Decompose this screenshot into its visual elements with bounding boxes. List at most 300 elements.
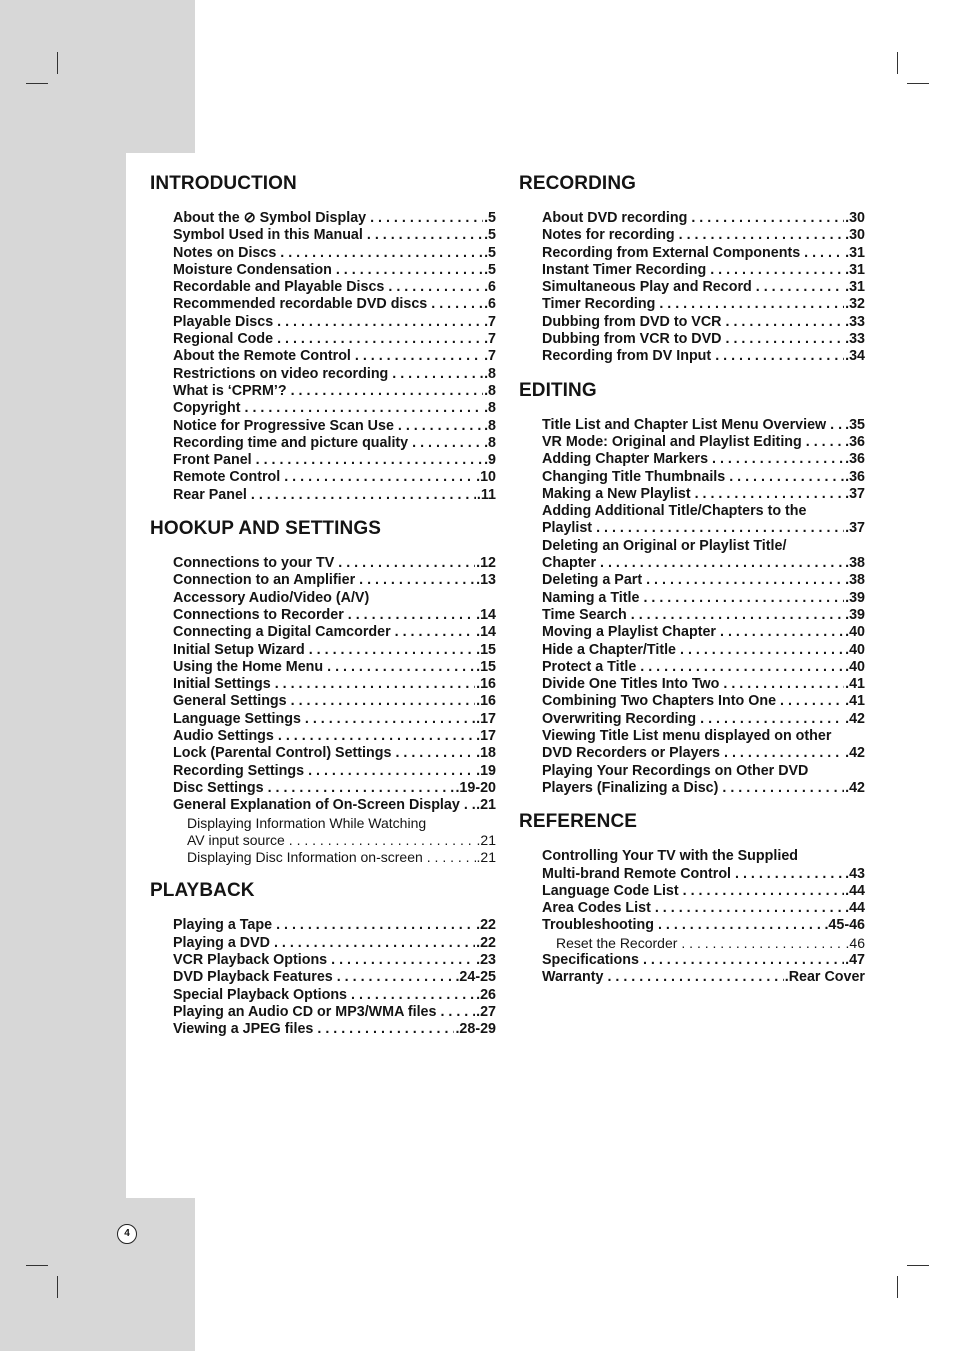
toc-entry-title: Lock (Parental Control) Settings [173, 745, 392, 762]
dot-leader [643, 952, 844, 969]
toc-entry-page: .11 [476, 486, 496, 503]
toc-entry[interactable] [173, 469, 496, 486]
toc-entry[interactable] [542, 659, 865, 676]
toc-entry-title: Restrictions on video recording [173, 365, 389, 382]
toc-entry-title: Deleting an Original or Playlist Title/ [542, 537, 787, 554]
toc-entry[interactable] [542, 434, 865, 451]
toc-entry-page: .41 [845, 676, 865, 693]
toc-entry-title: Area Codes List [542, 900, 651, 917]
toc-entry-list [173, 210, 496, 504]
section-heading: RECORDING [519, 173, 637, 194]
toc-entry-page: .21 [476, 831, 496, 848]
toc-entry-page: .8 [484, 434, 496, 451]
toc-entry-title: Notes on Discs [173, 244, 277, 261]
toc-entry-title: Recording Settings [173, 762, 305, 779]
toc-entry-title: Connections to Recorder [173, 606, 344, 623]
margin-gray-band-bottom [0, 1198, 195, 1351]
toc-section-reference [519, 810, 865, 986]
toc-entry[interactable] [173, 659, 496, 676]
toc-entry-page: .15 [476, 641, 496, 658]
toc-entry[interactable] [187, 849, 496, 866]
toc-entry-title: Warranty [542, 969, 604, 986]
toc-entry-page: .16 [476, 676, 496, 693]
toc-entry[interactable] [173, 435, 496, 452]
toc-entry-page: .21 [476, 849, 496, 866]
toc-entry[interactable] [173, 314, 496, 331]
toc-entry[interactable] [542, 279, 865, 296]
toc-entry-list [542, 210, 865, 366]
toc-entry-title: Reset the Recorder [556, 934, 678, 951]
toc-entry-page: .44 [845, 900, 865, 917]
dot-leader [659, 296, 844, 313]
toc-entry-page: .24-25 [455, 969, 496, 986]
toc-entry-title: Playing an Audio CD or MP3/WMA files [173, 1003, 437, 1020]
toc-entry-title: Displaying Disc Information on-screen [187, 849, 423, 866]
toc-entry[interactable] [542, 451, 865, 468]
dot-leader [658, 917, 823, 934]
dot-leader [276, 917, 475, 934]
dot-leader [440, 1004, 475, 1021]
toc-entry-page: .7 [484, 348, 496, 365]
toc-entry-title: Hide a Chapter/Title [542, 641, 676, 658]
dot-leader [395, 745, 475, 762]
toc-entry-page: .8 [484, 400, 496, 417]
toc-entry-page: .42 [845, 779, 865, 796]
toc-entry-title: Recording from DV Input [542, 348, 712, 365]
dot-leader [268, 780, 455, 797]
dot-leader [756, 279, 844, 296]
toc-entry-title: Simultaneous Play and Record [542, 279, 752, 296]
toc-entry-title: DVD Recorders or Players [542, 745, 720, 762]
toc-entry[interactable] [173, 607, 496, 624]
toc-entry-page: .9 [484, 452, 496, 469]
section-heading: HOOKUP AND SETTINGS [150, 518, 381, 540]
toc-entry-list [542, 848, 865, 986]
toc-entry-page: .23 [476, 951, 496, 968]
toc-entry[interactable] [542, 296, 865, 313]
dot-leader [427, 849, 476, 866]
toc-section-introduction [150, 172, 496, 504]
toc-entry-title: Players (Finalizing a Disc) [542, 779, 719, 796]
toc-entry-title: Playing a Tape [173, 917, 273, 934]
toc-entry-title: AV input source [187, 831, 285, 848]
toc-entry-title: Timer Recording [542, 296, 656, 313]
toc-entry[interactable] [542, 883, 865, 900]
toc-entry[interactable] [173, 711, 496, 728]
toc-entry-page: .8 [484, 365, 496, 382]
toc-entry[interactable] [542, 900, 865, 917]
toc-entry-page: .17 [476, 728, 496, 745]
toc-entry[interactable] [542, 486, 865, 503]
toc-entry[interactable] [173, 590, 496, 607]
toc-entry-title: Changing Title Thumbnails [542, 468, 726, 485]
toc-entry[interactable] [173, 400, 496, 417]
dot-leader [291, 383, 483, 400]
toc-entry-page: .26 [476, 986, 496, 1003]
dot-leader [308, 763, 475, 780]
toc-entry[interactable] [542, 624, 865, 641]
toc-entry-title: Disc Settings [173, 779, 264, 796]
toc-entry-title: Using the Home Menu [173, 658, 324, 675]
dot-leader [355, 348, 483, 365]
dot-leader [431, 296, 483, 313]
toc-entry-title: Playable Discs [173, 313, 274, 330]
toc-entry[interactable] [173, 624, 496, 641]
toc-entry[interactable] [173, 331, 496, 348]
toc-entry-title: Moving a Playlist Chapter [542, 624, 716, 641]
dot-leader [722, 780, 844, 797]
toc-entry[interactable] [542, 538, 865, 555]
toc-entry[interactable] [173, 1021, 496, 1038]
dot-leader [600, 555, 844, 572]
toc-entry-title: Multi-brand Remote Control [542, 865, 732, 882]
dot-leader [317, 1021, 454, 1038]
toc-entry-page: .12 [476, 555, 496, 572]
dot-leader [370, 210, 483, 227]
toc-entry-title: Remote Control [173, 469, 281, 486]
toc-entry-title: Specifications [542, 951, 639, 968]
toc-entry-title: Connecting a Digital Camcorder [173, 624, 391, 641]
toc-entry-title: Instant Timer Recording [542, 261, 707, 278]
toc-entry-title: Dubbing from DVD to VCR [542, 313, 722, 330]
dot-leader [700, 711, 844, 728]
toc-entry-page: .17 [476, 710, 496, 727]
toc-entry[interactable] [542, 417, 865, 434]
toc-entry-page: .37 [845, 520, 865, 537]
toc-entry-title: Displaying Information While Watching [187, 814, 427, 831]
section-heading: EDITING [519, 379, 597, 401]
dot-leader [392, 366, 483, 383]
toc-entry[interactable] [173, 780, 496, 797]
toc-entry-title: Recording from External Components [542, 244, 801, 261]
crop-mark [57, 1276, 58, 1298]
dot-leader [726, 331, 845, 348]
toc-entry[interactable] [542, 245, 865, 262]
section-heading: INTRODUCTION [150, 173, 297, 194]
toc-entry[interactable] [542, 555, 865, 572]
dot-leader [291, 693, 476, 710]
toc-entry-page: .31 [845, 279, 865, 296]
toc-entry[interactable] [542, 917, 865, 934]
toc-entry-title: Playing a DVD [173, 934, 270, 951]
toc-entry-page: .42 [845, 745, 865, 762]
dot-leader [640, 659, 844, 676]
toc-entry[interactable] [542, 676, 865, 693]
dot-leader [327, 659, 475, 676]
toc-section-editing [519, 379, 865, 798]
toc-entry[interactable] [542, 572, 865, 589]
toc-entry[interactable] [173, 296, 496, 313]
toc-entry[interactable] [173, 452, 496, 469]
dot-leader [331, 952, 475, 969]
toc-entry-list [173, 555, 496, 866]
dot-leader [735, 866, 844, 883]
toc-entry[interactable] [173, 245, 496, 262]
toc-entry[interactable] [542, 607, 865, 624]
toc-entry[interactable] [542, 866, 865, 883]
toc-entry[interactable] [173, 797, 496, 814]
toc-entry[interactable] [173, 763, 496, 780]
toc-entry-title: DVD Playback Features [173, 969, 333, 986]
toc-entry-title: Naming a Title [542, 589, 640, 606]
toc-entry[interactable] [542, 262, 865, 279]
section-heading: PLAYBACK [150, 880, 255, 902]
toc-entry-page: .31 [845, 244, 865, 261]
dot-leader [388, 279, 483, 296]
toc-entry[interactable] [173, 262, 496, 279]
toc-entry-page: .18 [476, 745, 496, 762]
toc-entry-title: Initial Settings [173, 676, 271, 693]
toc-entry[interactable] [173, 348, 496, 365]
dot-leader [596, 520, 844, 537]
toc-entry[interactable] [542, 780, 865, 797]
toc-entry-page: .38 [845, 555, 865, 572]
toc-entry[interactable] [173, 227, 496, 244]
dot-leader [351, 987, 475, 1004]
toc-entry-title: Front Panel [173, 452, 252, 469]
dot-leader [729, 469, 844, 486]
dot-leader [336, 262, 483, 279]
crop-mark [26, 83, 48, 84]
toc-entry[interactable] [173, 555, 496, 572]
toc-entry-page: .41 [845, 693, 865, 710]
toc-entry[interactable] [542, 711, 865, 728]
toc-entry-page: .32 [845, 296, 865, 313]
toc-entry[interactable] [542, 503, 865, 520]
toc-entry[interactable] [173, 279, 496, 296]
toc-entry-title: Combining Two Chapters Into One [542, 693, 777, 710]
toc-entry-title: Accessory Audio/Video (A/V) [173, 589, 370, 606]
toc-entry-page: .6 [484, 296, 496, 313]
toc-entry[interactable] [542, 520, 865, 537]
dot-leader [337, 969, 455, 986]
toc-entry[interactable] [542, 314, 865, 331]
toc-entry-page: .10 [476, 469, 496, 486]
toc-entry-title: VR Mode: Original and Playlist Editing [542, 433, 802, 450]
toc-entry-page: .39 [845, 606, 865, 623]
toc-entry[interactable] [542, 848, 865, 865]
dot-leader [646, 572, 844, 589]
toc-entry[interactable] [173, 952, 496, 969]
toc-entry-list [173, 917, 496, 1038]
toc-entry-title: Connection to an Amplifier [173, 572, 356, 589]
crop-mark [897, 52, 898, 74]
dot-leader [715, 348, 844, 365]
toc-entry-title: Regional Code [173, 331, 274, 348]
dot-leader [305, 711, 475, 728]
toc-entry[interactable] [173, 935, 496, 952]
toc-entry-page: .14 [476, 624, 496, 641]
toc-entry-title: General Explanation of On-Screen Display [173, 797, 460, 814]
toc-entry[interactable] [542, 763, 865, 780]
dot-leader [691, 210, 844, 227]
dot-leader [412, 435, 483, 452]
dot-leader [245, 400, 484, 417]
toc-entry-title: Viewing Title List menu displayed on other [542, 728, 832, 745]
toc-entry-title: Playing Your Recordings on Other DVD [542, 762, 809, 779]
dot-leader [726, 314, 845, 331]
toc-entry-page: .14 [476, 606, 496, 623]
toc-entry[interactable] [173, 383, 496, 400]
toc-entry-page: .40 [845, 624, 865, 641]
dot-leader [280, 245, 483, 262]
toc-entry-title: Special Playback Options [173, 986, 348, 1003]
toc-entry[interactable] [542, 331, 865, 348]
toc-entry-title: Notes for recording [542, 227, 675, 244]
dot-leader [724, 745, 844, 762]
toc-entry[interactable] [542, 227, 865, 244]
toc-entry-title: Notice for Progressive Scan Use [173, 417, 394, 434]
toc-entry-title: General Settings [173, 693, 287, 710]
toc-entry-page: .40 [845, 658, 865, 675]
toc-entry[interactable] [542, 952, 865, 969]
toc-entry-title: Protect a Title [542, 658, 637, 675]
dot-leader [395, 624, 475, 641]
toc-entry-title: Time Search [542, 606, 627, 623]
dot-leader [780, 693, 844, 710]
toc-entry-title: Audio Settings [173, 728, 274, 745]
toc-entry-title: About DVD recording [542, 210, 688, 226]
toc-entry-page: .37 [845, 485, 865, 502]
toc-entry[interactable] [173, 418, 496, 435]
toc-entry-title: Overwriting Recording [542, 710, 697, 727]
toc-entry-page: .5 [484, 261, 496, 278]
crop-mark [907, 83, 929, 84]
toc-entry-page: .27 [476, 1003, 496, 1020]
toc-entry[interactable] [173, 693, 496, 710]
toc-entry-page: .31 [845, 261, 865, 278]
dot-leader [398, 418, 483, 435]
toc-entry[interactable] [187, 815, 496, 832]
toc-entry[interactable] [173, 969, 496, 986]
dot-leader [277, 331, 483, 348]
toc-entry-page: .30 [845, 227, 865, 244]
toc-entry-page: .15 [476, 658, 496, 675]
toc-entry-page: .30 [845, 210, 865, 226]
toc-right-column [519, 172, 865, 1000]
dot-leader [277, 314, 483, 331]
toc-entry[interactable] [542, 210, 865, 227]
toc-entry-page: .38 [845, 572, 865, 589]
dot-leader [367, 227, 483, 244]
dot-leader [643, 590, 844, 607]
crop-mark [897, 1276, 898, 1298]
dot-leader [256, 452, 483, 469]
toc-entry-page: .34 [845, 348, 865, 365]
dot-leader [683, 883, 845, 900]
toc-entry-title: Copyright [173, 400, 241, 417]
dot-leader [359, 572, 475, 589]
toc-entry-list [542, 417, 865, 798]
dot-leader [830, 417, 844, 434]
toc-entry[interactable] [173, 642, 496, 659]
toc-entry-page: .7 [484, 313, 496, 330]
toc-entry[interactable] [556, 935, 865, 952]
dot-leader [679, 227, 844, 244]
toc-entry-title: Symbol Used in this Manual [173, 227, 363, 244]
dot-leader [348, 607, 475, 624]
toc-left-column [150, 172, 496, 1051]
toc-entry-title: About the Remote Control [173, 348, 351, 365]
dot-leader [464, 797, 475, 814]
dot-leader [695, 486, 845, 503]
toc-entry-title: Rear Panel [173, 486, 247, 503]
toc-entry-title: Dubbing from VCR to DVD [542, 331, 722, 348]
toc-entry-page: .7 [484, 331, 496, 348]
toc-entry[interactable] [187, 832, 496, 849]
toc-entry[interactable] [542, 642, 865, 659]
toc-entry[interactable] [542, 728, 865, 745]
toc-entry-title: Recordable and Playable Discs [173, 279, 385, 296]
toc-entry-title: Initial Setup Wizard [173, 641, 305, 658]
dot-leader [274, 935, 475, 952]
toc-entry-page: .33 [845, 313, 865, 330]
toc-entry[interactable] [542, 745, 865, 762]
toc-entry[interactable] [173, 917, 496, 934]
toc-entry[interactable] [173, 366, 496, 383]
toc-section-recording [519, 172, 865, 366]
toc-entry-page: .46 [845, 934, 865, 951]
toc-entry-title: Chapter [542, 555, 597, 572]
dot-leader [309, 642, 475, 659]
dot-leader [284, 469, 475, 486]
dot-leader [655, 900, 844, 917]
toc-entry[interactable] [173, 728, 496, 745]
toc-entry-page: .21 [476, 797, 496, 814]
toc-entry-page: .39 [845, 589, 865, 606]
toc-entry-page: .13 [476, 572, 496, 589]
toc-section-playback [150, 879, 496, 1038]
toc-entry-page: .16 [476, 693, 496, 710]
dot-leader [723, 676, 844, 693]
toc-entry-page: .28-29 [455, 1021, 496, 1038]
toc-entry[interactable] [173, 210, 496, 227]
toc-entry[interactable] [173, 1004, 496, 1021]
dot-leader [712, 451, 844, 468]
toc-entry[interactable] [173, 987, 496, 1004]
toc-entry-page: .19 [476, 762, 496, 779]
toc-entry-title: Adding Chapter Markers [542, 451, 709, 468]
crop-mark [26, 1265, 48, 1266]
toc-entry[interactable] [542, 969, 865, 986]
toc-entry[interactable] [542, 469, 865, 486]
toc-entry-page: .36 [845, 433, 865, 450]
toc-entry[interactable] [173, 487, 496, 504]
page-number: 4 [117, 1224, 137, 1244]
toc-entry[interactable] [542, 693, 865, 710]
toc-entry[interactable] [542, 590, 865, 607]
toc-entry-page: .35 [845, 416, 865, 433]
toc-entry[interactable] [173, 572, 496, 589]
toc-entry-page: .36 [845, 451, 865, 468]
toc-entry-title: Adding Additional Title/Chapters to the [542, 503, 807, 520]
dot-leader [278, 728, 475, 745]
toc-entry-title: Moisture Condensation [173, 261, 332, 278]
toc-entry[interactable] [173, 745, 496, 762]
toc-entry-title: About the ⊘ Symbol Display [173, 210, 367, 226]
toc-entry[interactable] [542, 348, 865, 365]
margin-gray-band-top [0, 0, 195, 153]
toc-entry-page: .6 [484, 279, 496, 296]
toc-entry-page: .42 [845, 710, 865, 727]
toc-entry-page: .44 [845, 882, 865, 899]
toc-entry[interactable] [173, 676, 496, 693]
dot-leader [275, 676, 475, 693]
toc-entry-page: .43 [845, 865, 865, 882]
toc-entry-page: .45-46 [824, 917, 865, 934]
toc-entry-page: .8 [484, 417, 496, 434]
toc-entry-title: Recording time and picture quality [173, 434, 409, 451]
